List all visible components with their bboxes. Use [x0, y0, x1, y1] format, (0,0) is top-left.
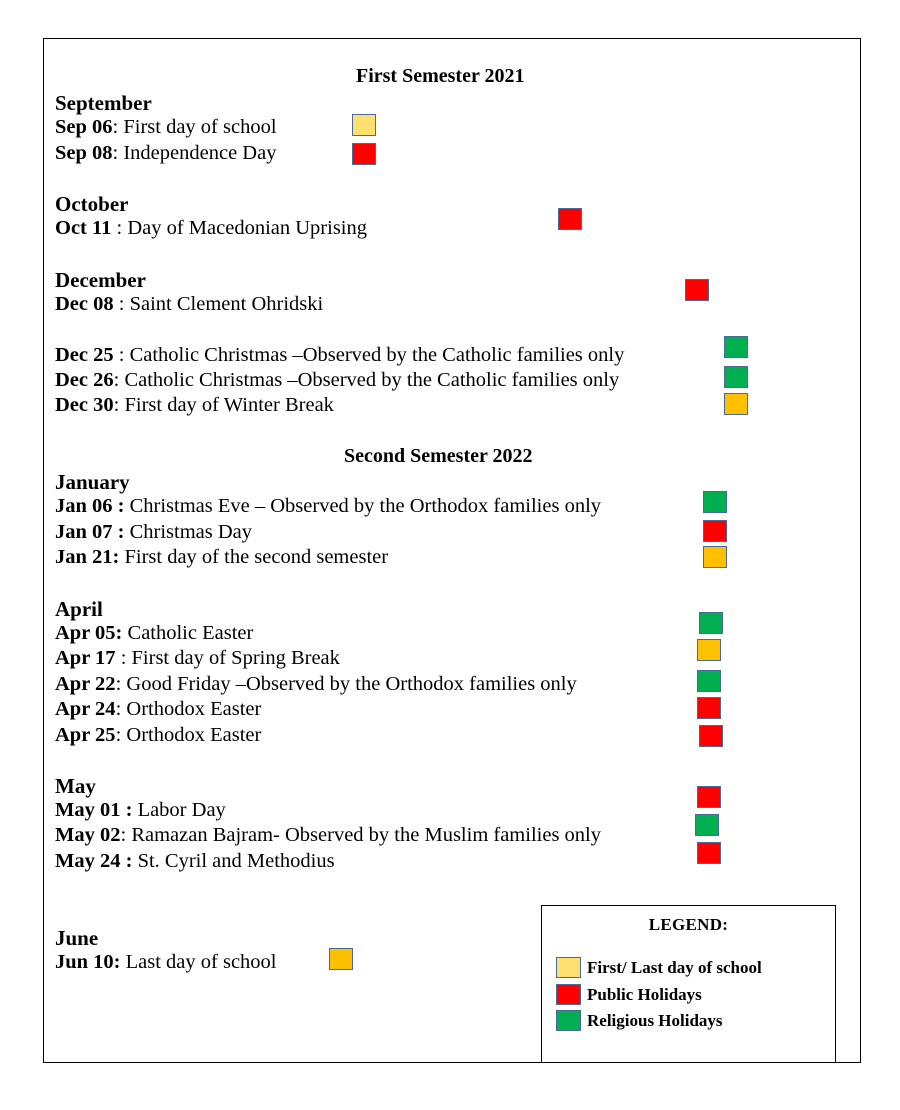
event-desc: Good Friday –Observed by the Orthodox families only — [126, 673, 577, 695]
event-desc: Christmas Eve – Observed by the Orthodox families only — [129, 495, 602, 517]
event-desc: Last day of school — [125, 951, 277, 973]
event-sep: : — [115, 673, 127, 695]
month-april: April — [55, 597, 103, 621]
event-desc: First day of school — [123, 116, 277, 138]
event-desc: Independence Day — [123, 142, 277, 164]
event-row — [55, 799, 226, 822]
first-last-day-swatch — [556, 957, 581, 978]
legend-label: First/ Last day of school — [587, 957, 762, 977]
religious-holiday-marker — [724, 366, 748, 388]
religious-holiday-swatch — [556, 1010, 581, 1031]
public-holiday-marker — [558, 208, 582, 230]
month-may: May — [55, 774, 96, 798]
event-desc: First day of the second semester — [124, 546, 389, 568]
event-row — [55, 673, 577, 696]
event-date: Sep 08 — [55, 142, 113, 164]
public-holiday-marker — [685, 279, 709, 301]
event-desc: St. Cyril and Methodius — [137, 850, 335, 872]
legend-label: Public Holidays — [587, 984, 702, 1004]
event-desc: Ramazan Bajram- Observed by the Muslim families only — [131, 824, 601, 846]
event-date: Apr 05: — [55, 622, 123, 644]
event-row — [55, 698, 261, 721]
event-sep: : — [113, 369, 125, 391]
event-date: Dec 26 — [55, 369, 114, 391]
event-desc: Christmas Day — [129, 521, 253, 543]
event-date: Dec 08 — [55, 293, 114, 315]
event-date: May 24 : — [55, 850, 133, 872]
event-row — [55, 546, 388, 569]
legend-title: LEGEND: — [648, 915, 729, 934]
religious-holiday-marker — [697, 670, 721, 692]
event-date: Oct 11 — [55, 217, 112, 239]
event-date: Jan 07 : — [55, 521, 125, 543]
event-date: Apr 17 — [55, 647, 116, 669]
event-desc: Catholic Christmas –Observed by the Catholic families only — [129, 344, 625, 366]
event-row — [55, 142, 276, 165]
event-date: Jan 21: — [55, 546, 120, 568]
break-marker — [329, 948, 353, 970]
event-desc: First day of Spring Break — [131, 647, 340, 669]
break-marker — [724, 393, 748, 415]
religious-holiday-marker — [703, 491, 727, 513]
event-date: May 02 — [55, 824, 121, 846]
event-desc: Labor Day — [137, 799, 226, 821]
religious-holiday-marker — [724, 336, 748, 358]
break-marker — [697, 639, 721, 661]
event-row — [55, 850, 335, 873]
public-holiday-marker — [697, 842, 721, 864]
month-january: January — [55, 470, 130, 494]
legend-item-first-last-day — [556, 957, 762, 978]
religious-holiday-marker — [695, 814, 719, 836]
legend-item-religious-holidays — [556, 1010, 723, 1031]
event-desc: Catholic Christmas –Observed by the Catholic families only — [124, 369, 620, 391]
public-holiday-swatch — [556, 984, 581, 1005]
event-sep: : — [113, 394, 125, 416]
event-row — [55, 394, 334, 417]
event-row — [55, 521, 252, 544]
legend-label: Religious Holidays — [587, 1010, 723, 1030]
public-holiday-marker — [703, 520, 727, 542]
event-row — [55, 293, 323, 316]
event-date: Sep 06 — [55, 116, 113, 138]
month-december: December — [55, 268, 146, 292]
event-date: Jun 10: — [55, 951, 121, 973]
event-desc: Catholic Easter — [127, 622, 254, 644]
event-row — [55, 951, 277, 974]
event-sep: : — [112, 116, 124, 138]
month-september: September — [55, 91, 152, 115]
event-sep: : — [113, 344, 130, 366]
event-row — [55, 622, 253, 645]
break-marker — [703, 546, 727, 568]
event-sep: : — [120, 824, 132, 846]
event-desc: Orthodox Easter — [126, 724, 262, 746]
public-holiday-marker — [699, 725, 723, 747]
event-row — [55, 217, 367, 240]
event-date: Dec 25 — [55, 344, 114, 366]
event-row — [55, 495, 601, 518]
first-last-day-marker — [352, 114, 376, 136]
event-sep: : — [115, 647, 132, 669]
event-sep: : — [115, 724, 127, 746]
event-desc: Day of Macedonian Uprising — [127, 217, 368, 239]
event-desc: Saint Clement Ohridski — [129, 293, 324, 315]
event-row — [55, 344, 624, 367]
religious-holiday-marker — [699, 612, 723, 634]
event-row — [55, 824, 601, 847]
legend-item-public-holidays — [556, 984, 702, 1005]
semester-2-title: Second Semester 2022 — [344, 445, 533, 467]
event-desc: First day of Winter Break — [124, 394, 334, 416]
event-date: May 01 : — [55, 799, 133, 821]
event-row — [55, 116, 277, 139]
event-desc: Orthodox Easter — [126, 698, 262, 720]
legend-box — [541, 905, 836, 1063]
event-date: Apr 24 — [55, 698, 116, 720]
event-date: Apr 22 — [55, 673, 116, 695]
month-june: June — [55, 926, 99, 950]
event-sep: : — [113, 293, 130, 315]
event-sep: : — [111, 217, 128, 239]
event-date: Apr 25 — [55, 724, 116, 746]
event-date: Dec 30 — [55, 394, 114, 416]
month-october: October — [55, 192, 129, 216]
event-sep: : — [115, 698, 127, 720]
event-row — [55, 724, 261, 747]
event-row — [55, 369, 619, 392]
event-row — [55, 647, 340, 670]
public-holiday-marker — [697, 697, 721, 719]
semester-1-title: First Semester 2021 — [356, 65, 525, 87]
public-holiday-marker — [352, 143, 376, 165]
public-holiday-marker — [697, 786, 721, 808]
event-date: Jan 06 : — [55, 495, 125, 517]
event-sep: : — [112, 142, 124, 164]
